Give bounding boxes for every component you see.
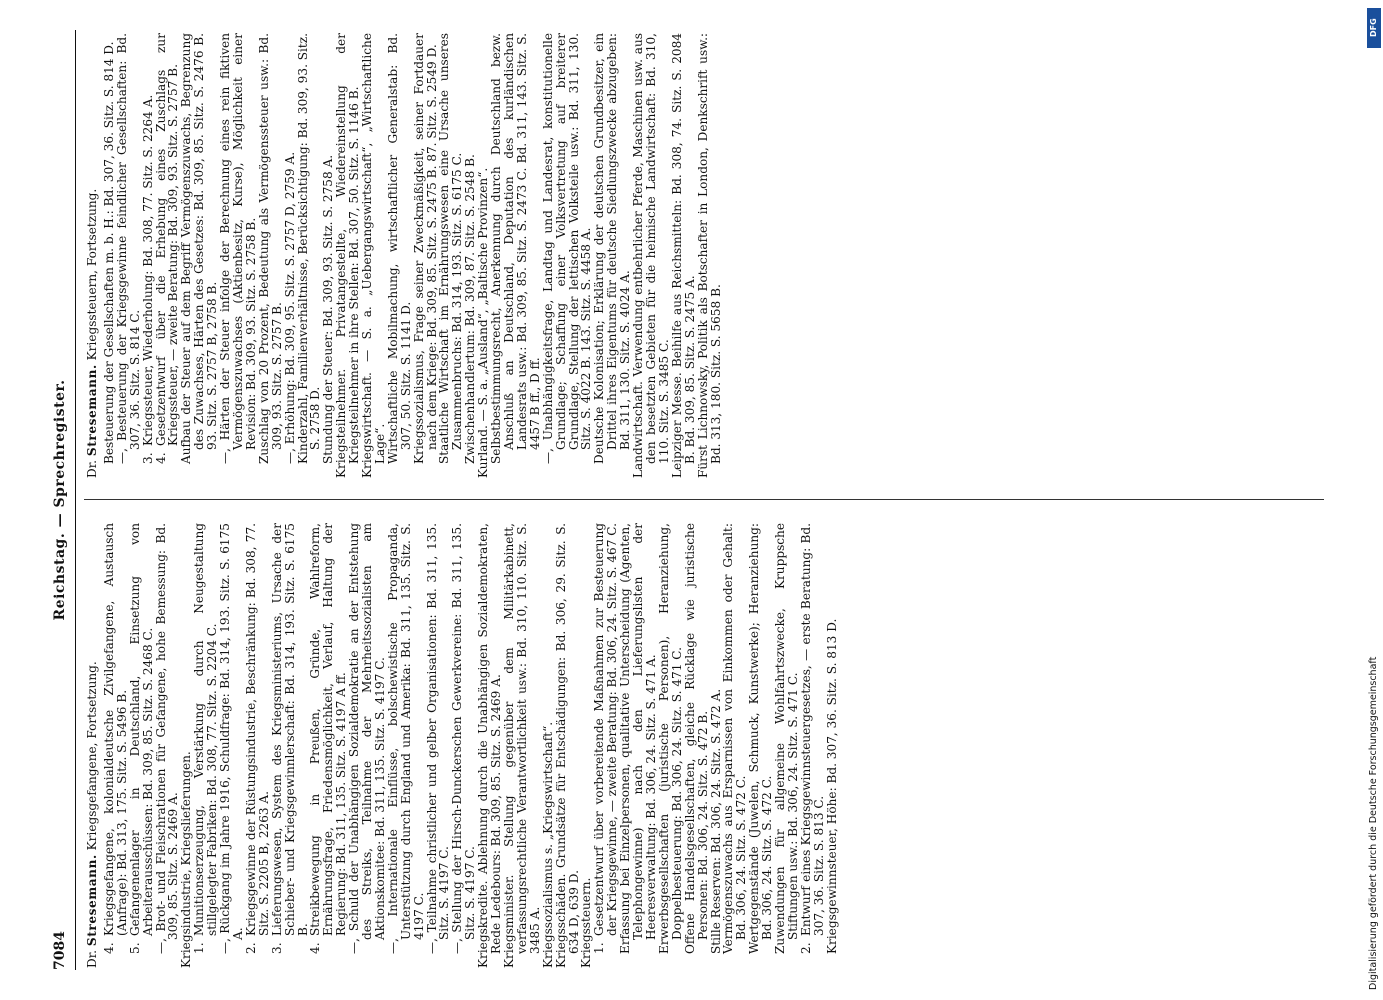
right-column — [86, 33, 722, 478]
entry-text: Kriegssteuer, Wiederholung: Bd. 308, 77. Sitz. S. 2264 A. — [140, 94, 155, 446]
head-prefix: Dr. — [85, 950, 99, 968]
index-heading-entry: Fürst Lichnowsky, Politik als Botschafter in London, Denkschrift usw.: Bd. 313, 180. Sitz. S. 5658 B. — [695, 33, 723, 478]
entry-text: Munitionserzeugung, Verstärkung durch Neugestaltung stillgelegter Fabriken: Bd. 308, 77. Sitz. S. 2204 C. — [192, 523, 220, 936]
entry-text: Streikbewegung in Preußen, Gründe, Wahlreform, Ernährungsfrage, Friedensmöglichkeit, Verlauf, Haltung der Regierung: Bd. 311, 135. Sitz. S. 4197 A ff. — [308, 523, 349, 936]
index-entry — [309, 523, 348, 968]
page-header — [52, 30, 70, 970]
entry-text: Gesetzentwurf über vorbereitende Maßnahmen zur Besteuerung der Kriegsgewinne, — zweite Beratung: Bd. 306, 24. Sitz. S. 467 C. — [592, 523, 620, 936]
index-entry: —, Stellung der Hirsch-Dunckerschen Gewerkvereine: Bd. 311, 135. Sitz. S. 4197 C. — [450, 523, 478, 954]
entry-text: Lieferungswesen, System des Kriegsministeriums, Ursache der Schieber- und Kriegsgewinnlerschaft: Bd. 314, 193. Sitz. S. 6175 B. — [269, 523, 310, 936]
index-entry: Aufbau der Steuer auf dem Begriff Vermögenszuwachs, Begrenzung des Zuwachses, Härten des Gesetzes: Bd. 309, 85. Sitz. S. 2476 B. 93. Sitz. S. 2757 B, 2758 B. — [179, 33, 220, 464]
index-entry: Besteuerung der Gesellschaften m. b. H.: Bd. 307, 36. Sitz. S. 814 D. — [101, 41, 116, 464]
index-heading-entry: Leipziger Messe. Beihilfe aus Reichsmitteln: Bd. 308, 74. Sitz. S. 2084 B. Bd. 309, 85. Sitz. S. 2475 A. — [669, 33, 697, 478]
page-number: 7084 — [52, 931, 68, 970]
index-entry: Offene Handelsgesellschaften, gleiche Rücklage wie juristische Personen: Bd. 306, 24. Sitz. S. 472 B. — [682, 523, 710, 954]
index-entry — [245, 523, 271, 968]
index-entry: Erfassung bei Einzelpersonen, qualitative Unterscheidung (Agenten, Telephongewinne) nach den Lieferungslisten der Heeresverwaltung: Bd. 306, 24. Sitz. S. 471 A. — [618, 523, 658, 954]
entry-number: 1. — [592, 942, 607, 954]
index-heading-entry: Kriegsindustrie, Kriegslieferungen. — [179, 751, 194, 968]
header-rule — [75, 30, 76, 970]
entry-number: 3. — [140, 452, 155, 464]
index-entry — [193, 523, 219, 968]
index-entry: —, Besteuerung der Kriegsgewinne feindlicher Gesellschaften: Bd. 307, 36. Sitz. S. 814 C. — [114, 33, 142, 464]
index-entry: —, Internationale Einflüsse, bolschewistische Propaganda, Unterstützung durch England und Amerika: Bd. 311, 135. Sitz. S. 4197 C. — [385, 523, 426, 954]
index-entry: —, Unabhängigkeitsfrage, Landtag und Landesrat, konstitutionelle Grundlage; Schaffung einer Volksvertretung auf breiterer Grundlage, Stellung der lettischen Volksteile usw.: Bd. 311, 130. Sitz. S. 4022 B. 143. Sitz. S. 4458 A. — [540, 33, 594, 464]
column-divider — [84, 499, 1324, 500]
index-entry: Deutsche Kolonisation; Erklärung der deutschen Grundbesitzer, ein Drittel ihres Eigentums für deutsche Siedlungszwecke abzugeben: Bd. 311, 130. Sitz. S. 4024 A. — [592, 33, 633, 464]
index-entry: —, Rückgang im Jahre 1916, Schuldfrage: Bd. 314, 193. Sitz. S. 6175 A. — [218, 523, 245, 954]
index-entry — [271, 523, 310, 968]
index-entry: Zuschlag von 20 Prozent, Bedeutung als Vermögenssteuer usw.: Bd. 309, 93. Sitz. S. 2757 B. — [256, 33, 284, 464]
index-entry: Wirtschaftliche Mobilmachung, wirtschaftlicher Generalstab: Bd. 307, 50. Sitz. S. 1141 D. — [385, 33, 413, 464]
column-head — [86, 523, 99, 968]
index-entry: Vermögenszuwachs aus Ersparnissen von Einkommen oder Gehalt: Bd. 306, 24. Sitz. S. 472 C. — [721, 523, 749, 954]
index-entry: Kriegssozialismus, Frage seiner Zweckmäßigkeit, seiner Fortdauer nach dem Kriege: Bd. 309, 85. Sitz. S. 2475 B. 87. Sitz. S. 2549 D. — [411, 33, 439, 464]
index-entry: Stundung der Steuer: Bd. 309, 93. Sitz. S. 2758 A. — [321, 154, 336, 464]
entry-number: 2. — [243, 942, 258, 954]
digitization-note — [1368, 10, 1382, 990]
entry-number: 5. — [127, 942, 142, 954]
index-entry: Zwischenhandlertum: Bd. 309, 87. Sitz. S. 2548 B. — [463, 154, 478, 464]
head-name: Stresemann. — [85, 364, 99, 457]
index-entry: Wertgegenstände (Juwelen, Schmuck, Kunstwerke); Heranziehung: Bd. 306, 24. Sitz. S. 472 C. — [747, 523, 775, 954]
index-heading-entry: Kriegswirtschaft. — S. a. „Uebergangswirtschaft“, „Wirtschaftliche Lage“. — [360, 33, 387, 478]
entry-text: Kriegsgewinne der Rüstungsindustrie, Beschränkung: Bd. 308, 77. Sitz. S. 2205 B, 2263 A. — [243, 523, 271, 936]
entry-number: 2. — [798, 942, 813, 954]
index-entry — [103, 523, 129, 968]
index-entry: —, Schuld der Unabhängigen Sozialdemokratie an der Entstehung des Streiks, Teilnahme der Mehrheitssozialisten am Aktionskomitee: Bd. 311, 135. Sitz. S. 4197 C. — [347, 523, 387, 954]
head-continuation: Kriegsgefangene, Fortsetzung. — [85, 661, 99, 851]
digitization-text: Digitalisierung gefördert durch die Deutsche Forschungsgemeinschaft — [1368, 656, 1379, 990]
index-entry — [129, 523, 155, 968]
index-entry — [800, 523, 826, 968]
index-entry: —, Teilnahme christlicher und gelber Organisationen: Bd. 311, 135. Sitz. S. 4197 C. — [424, 523, 452, 954]
entry-text: Gefangenenlager in Deutschland, Einsetzung von Arbeiterausschüssen: Bd. 309, 85. Sitz. S. 2468 C. — [127, 523, 155, 936]
index-heading-entry: Kurland. — S. a. „Ausland“, „Baltische Provinzen“. — [476, 167, 491, 478]
left-column — [86, 523, 839, 968]
index-heading-entry: Kriegsminister. Stellung gegenüber dem Militärkabinett, verfassungsrechtliche Verantwortlichkeit usw.: Bd. 310, 110. Sitz. S. 3485 A. — [502, 523, 542, 968]
entry-number: 4. — [308, 942, 323, 954]
index-entry: Stille Reserven: Bd. 306, 24. Sitz. S. 472 A. — [708, 688, 723, 954]
index-heading-entry: Landwirtschaft. Verwendung entbehrlicher Pferde, Maschinen usw. aus den besetzten Gebieten für die heimische Landwirtschaft: Bd. 310, 110. Sitz. S. 3485 C. — [631, 33, 671, 478]
index-entry: Kriegsgewinnsteuer, Höhe: Bd. 307, 36. Sitz. S. 813 D. — [824, 618, 839, 954]
entry-text: Kriegsgefangene, kolonialdeutsche Zivilgefangene, Austausch (Anfrage): Bd. 313, 175. Sitz. S. 5496 B. — [101, 523, 129, 936]
index-entry: —, Härten der Steuer infolge der Berechnung eines rein fiktiven Vermögenszuwachses (Aktienbesitz, Kurse), Möglichkeit einer Revision: Bd. 309, 93. Sitz. S. 2758 B. — [218, 33, 258, 464]
index-entry: Staatliche Wirtschaft im Ernährungswesen eine Ursache unseres Zusammenbruchs: Bd. 314, 193. Sitz. S. 6175 C. — [437, 33, 465, 464]
index-heading-entry: Kriegsteilnehmer. Privatangestellte, Wiedereinstellung der Kriegsteilnehmer in ihre Stellen: Bd. 307, 50. Sitz. S. 1146 B. — [334, 33, 362, 478]
index-heading-entry: Kriegsschäden. Grundsätze für Entschädigungen: Bd. 306, 29. Sitz. S. 634 D, 639 D. — [553, 523, 581, 968]
index-entry: Erwerbsgesellschaften (juristische Personen), Heranziehung, Doppelbesteuerung: Bd. 306, 24. Sitz. S. 471 C. — [656, 523, 684, 954]
index-entry: —, Erhöhung: Bd. 309, 95. Sitz. S. 2757 D, 2759 A. — [282, 151, 297, 464]
entry-text: Entwurf eines Kriegsgewinnsteuergesetzes, — erste Beratung: Bd. 307, 36. Sitz. S. 813 C. — [798, 523, 826, 936]
index-entry: Kinderzahl, Familienverhältnisse, Berücksichtigung: Bd. 309, 93. Sitz. S. 2758 D. — [295, 33, 323, 464]
entry-number: 3. — [269, 942, 284, 954]
index-entry: Selbstbestimmungsrecht, Anerkennung durch Deutschland bezw. Anschluß an Deutschland, Deputation des kurländischen Landesrats usw.: Bd. 309, 85. Sitz. S. 2473 C. Bd. 311, 143. Sitz. S. 4457 B ff., D ff. — [489, 33, 542, 464]
index-heading-entry: Kriegssozialismus s. „Kriegswirtschaft“. — [540, 721, 555, 968]
running-title: Reichstag. — Sprechregister. — [52, 379, 68, 621]
entry-number: 4. — [153, 452, 168, 464]
index-entry: Zuwendungen für allgemeine Wohlfahrtszwecke, Kruppsche Stiftungen usw.: Bd. 306, 24. Sitz. S. 471 C. — [773, 523, 800, 954]
entry-text: Gesetzentwurf über die Erhebung eines Zuschlags zur Kriegssteuer, — zweite Beratung: Bd. 309, 93. Sitz. S. 2757 B. — [153, 33, 181, 446]
index-heading-entry: Kriegssteuern. — [579, 877, 594, 968]
index-entry: —, Brot- und Fleischrationen für Gefangene, hohe Bemessung: Bd. 309, 85. Sitz. S. 2469 A. — [153, 523, 181, 954]
dfg-logo: DFG — [1367, 8, 1381, 48]
head-prefix: Dr. — [85, 460, 99, 478]
head-continuation: Kriegssteuern, Fortsetzung. — [85, 188, 99, 361]
index-entry — [593, 523, 619, 968]
entry-number: 1. — [192, 942, 207, 954]
head-name: Stresemann. — [85, 854, 99, 947]
entry-number: 4. — [101, 942, 116, 954]
column-head — [86, 33, 99, 478]
index-entry — [155, 33, 181, 478]
index-heading-entry: Kriegskredite. Ablehnung durch die Unabhängigen Sozialdemokraten, Rede Ledebours: Bd. 309, 85. Sitz. S. 2469 A. — [476, 523, 504, 968]
